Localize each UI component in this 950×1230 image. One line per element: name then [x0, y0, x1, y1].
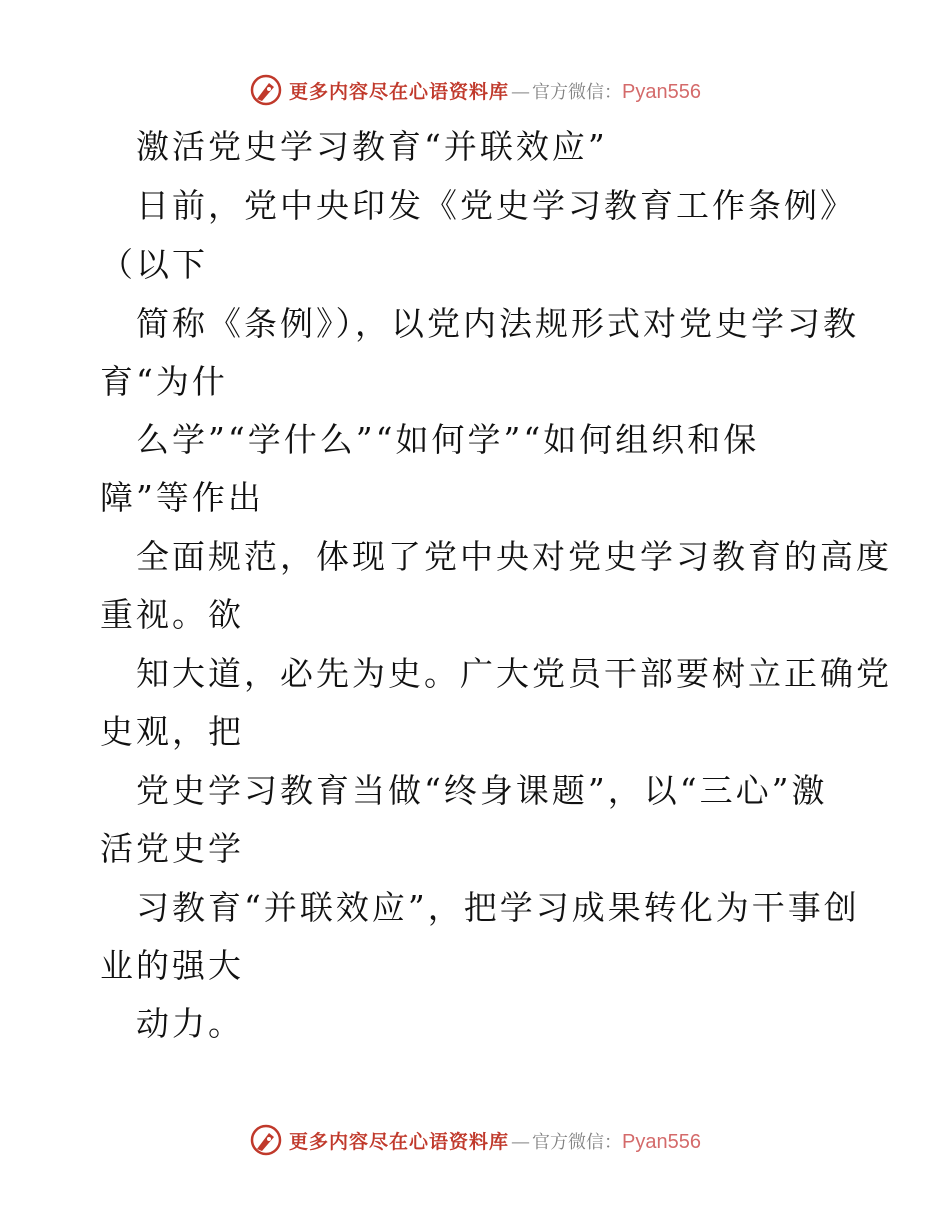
footer-banner [0, 1120, 950, 1160]
paragraph-line: 育“为什 [100, 362, 228, 401]
banner-wechat-id: Pyan556 [622, 80, 701, 103]
paragraph-line: 动力。 [136, 1004, 244, 1043]
paragraph-line: （以下 [100, 245, 208, 284]
paragraph-line: 习教育“并联效应”，把学习成果转化为干事创 [136, 888, 860, 927]
paragraph-line: 活党史学 [100, 829, 244, 868]
document-title: 激活党史学习教育“并联效应” [136, 127, 608, 166]
banner-main-text: 更多内容尽在心语资料库 [289, 1130, 510, 1153]
paragraph-line: 全面规范，体现了党中央对党史学习教育的高度 [136, 537, 892, 576]
paragraph-line: 重视。欲 [100, 595, 244, 634]
paragraph-line: 简称《条例》），以党内法规形式对党史学习教 [136, 304, 859, 343]
paragraph-line: 障”等作出 [100, 478, 264, 517]
header-banner [0, 70, 950, 110]
paragraph-line: 么学”“学什么”“如何学”“如何组织和保 [136, 420, 760, 459]
banner-dash: — [511, 1130, 531, 1153]
banner-main-text: 更多内容尽在心语资料库 [289, 80, 510, 103]
banner-text [289, 1127, 701, 1154]
paragraph-line: 党史学习教育当做“终身课题”，以“三心”激 [136, 771, 828, 810]
paragraph-line: 日前，党中央印发《党史学习教育工作条例》 [136, 186, 856, 225]
pen-nib-logo-icon [249, 1123, 283, 1157]
banner-wechat-id: Pyan556 [622, 1130, 701, 1153]
banner-text [289, 77, 701, 104]
paragraph-line: 史观，把 [100, 712, 244, 751]
paragraph-line: 业的强大 [100, 946, 244, 985]
banner-wechat-label: 官方微信： [532, 1131, 623, 1153]
banner-wechat-label: 官方微信： [532, 81, 623, 103]
paragraph-line: 知大道，必先为史。广大党员干部要树立正确党 [136, 654, 892, 693]
pen-nib-logo-icon [249, 73, 283, 107]
banner-dash: — [511, 80, 531, 103]
